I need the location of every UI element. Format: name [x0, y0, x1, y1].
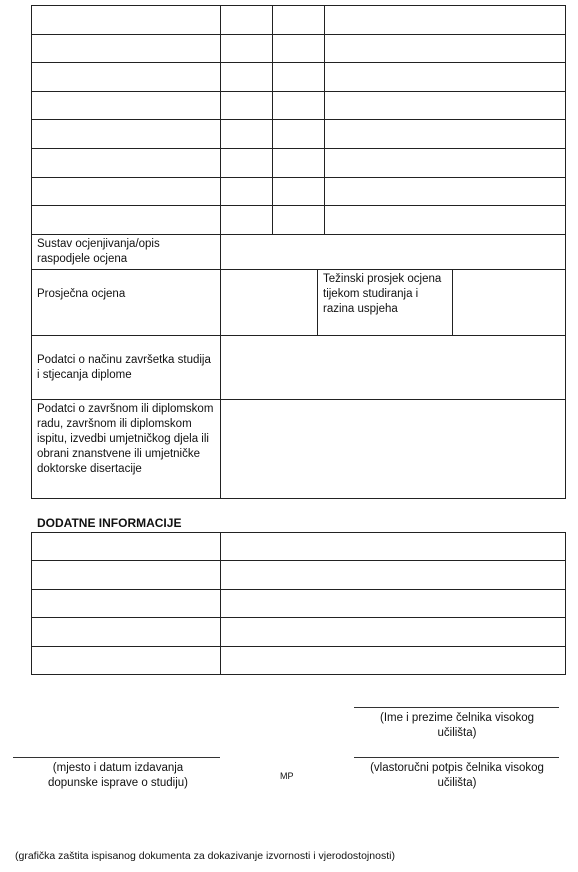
- info-label-cell: [32, 647, 221, 675]
- info-label-cell: [32, 590, 221, 618]
- note-cell: [325, 35, 566, 63]
- average-grade-label: Prosječna ocjena: [32, 270, 221, 336]
- course-cell: [32, 6, 221, 35]
- head-signature-line: [354, 757, 559, 758]
- thesis-label: Podatci o završnom ili diplomskom radu, završnom ili diplomskom ispitu, izvedbi umjetničkog djela ili obrani znanstvene ili umjetničke doktorske disertacije: [32, 400, 221, 499]
- course-cell: [32, 149, 221, 178]
- course-cell: [32, 178, 221, 206]
- place-date-caption: (mjesto i datum izdavanja dopunske isprave o studiju): [48, 762, 188, 789]
- table-row: [32, 590, 566, 618]
- grade-cell: [273, 149, 325, 178]
- additional-info-table: [31, 532, 566, 675]
- note-cell: [325, 120, 566, 149]
- grading-system-row: [32, 235, 566, 270]
- info-label-cell: [32, 533, 221, 561]
- course-cell: [32, 63, 221, 92]
- course-cell: [32, 35, 221, 63]
- course-cell: [32, 92, 221, 120]
- security-note: (grafička zaštita ispisanog dokumenta za dokazivanje izvornosti i vjerodostojnosti): [15, 850, 395, 862]
- grade-cell: [273, 35, 325, 63]
- average-grade-row: [32, 270, 566, 336]
- grading-system-label: Sustav ocjenjivanja/opis raspodjele ocjena: [32, 235, 221, 270]
- place-date-line: [13, 757, 220, 758]
- table-row: [32, 533, 566, 561]
- additional-info-heading: DODATNE INFORMACIJE: [37, 516, 182, 530]
- table-row: [32, 647, 566, 675]
- grades-table: [31, 5, 566, 235]
- head-name-line: [354, 707, 559, 708]
- weighted-average-value: [453, 270, 566, 336]
- info-value-cell: [221, 618, 566, 647]
- weighted-average-label: Težinski prosjek ocjena tijekom studiranja i razina uspjeha: [318, 270, 453, 336]
- grading-system-value: [221, 235, 566, 270]
- completion-row: [32, 336, 566, 400]
- grade-cell: [221, 92, 273, 120]
- table-row: [32, 206, 566, 235]
- study-info-table: [31, 234, 566, 499]
- stamp-caption: MP: [280, 771, 294, 781]
- table-row: [32, 149, 566, 178]
- note-cell: [325, 206, 566, 235]
- table-row: [32, 561, 566, 590]
- grade-cell: [221, 35, 273, 63]
- grade-cell: [273, 6, 325, 35]
- grade-cell: [273, 178, 325, 206]
- note-cell: [325, 149, 566, 178]
- thesis-value: [221, 400, 566, 499]
- info-value-cell: [221, 533, 566, 561]
- grade-cell: [273, 92, 325, 120]
- note-cell: [325, 92, 566, 120]
- note-cell: [325, 178, 566, 206]
- info-label-cell: [32, 561, 221, 590]
- table-row: [32, 6, 566, 35]
- table-row: [32, 178, 566, 206]
- grade-cell: [273, 63, 325, 92]
- info-value-cell: [221, 561, 566, 590]
- info-value-cell: [221, 647, 566, 675]
- completion-value: [221, 336, 566, 400]
- completion-label: Podatci o načinu završetka studija i stjecanja diplome: [32, 336, 221, 400]
- table-row: [32, 92, 566, 120]
- head-name-caption: (Ime i prezime čelnika visokog učilišta): [379, 712, 535, 739]
- note-cell: [325, 6, 566, 35]
- grade-cell: [221, 6, 273, 35]
- average-grade-value: [221, 270, 318, 336]
- course-cell: [32, 206, 221, 235]
- grade-cell: [221, 178, 273, 206]
- info-label-cell: [32, 618, 221, 647]
- grade-cell: [273, 120, 325, 149]
- head-signature-caption: (vlastoručni potpis čelnika visokog učilišta): [370, 762, 544, 789]
- grade-cell: [273, 206, 325, 235]
- grade-cell: [221, 149, 273, 178]
- course-cell: [32, 120, 221, 149]
- table-row: [32, 618, 566, 647]
- info-value-cell: [221, 590, 566, 618]
- grade-cell: [221, 206, 273, 235]
- thesis-row: [32, 400, 566, 499]
- grade-cell: [221, 120, 273, 149]
- table-row: [32, 63, 566, 92]
- table-row: [32, 35, 566, 63]
- grade-cell: [221, 63, 273, 92]
- table-row: [32, 120, 566, 149]
- note-cell: [325, 63, 566, 92]
